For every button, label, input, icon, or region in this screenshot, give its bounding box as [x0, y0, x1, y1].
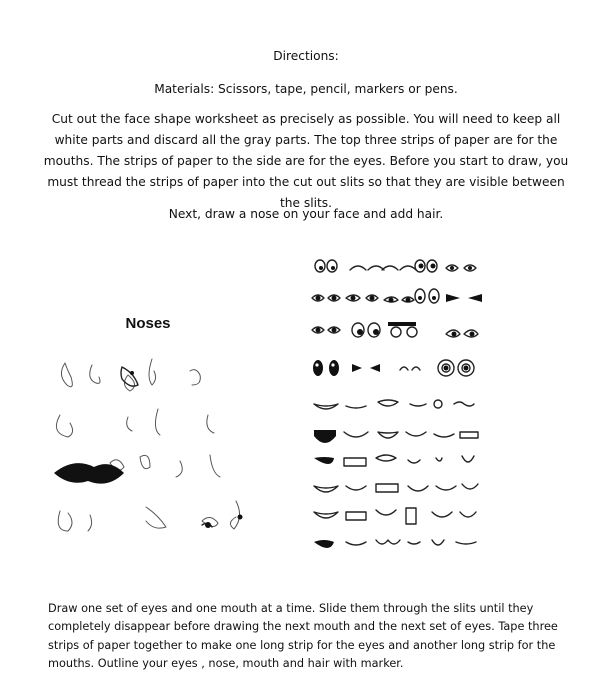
instructions-paragraph: Cut out the face shape worksheet as precisely as possible. You will need to keep all white parts and discard all the gray parts. The top three strips of paper are for the mouths. The strips of paper to the side are for the eyes. Before you start to draw, you must thread the strips of paper into the cut out slits so that they are visible between the slits. — [43, 112, 569, 210]
noses-heading: Noses — [125, 315, 171, 332]
nose-sketches-icon — [40, 345, 270, 545]
nose-hair-instruction: Next, draw a nose on your face and add hair. — [168, 207, 444, 221]
cartoon-mouths-icon — [314, 400, 478, 548]
bottom-instructions: Draw one set of eyes and one mouth at a time. Slide them through the slits until they completely disappear before drawing the next mouth and the next set of eyes. Tape three strips of paper together to make one long strip for the eyes and another long strip for the mouths. Outline your eyes , nose, mouth and hair with marker. — [48, 602, 558, 671]
cartoon-faces-icon — [296, 246, 496, 556]
materials-line: Materials: Scissors, tape, pencil, markers or pens. — [154, 82, 458, 96]
cartoon-eyes-icon — [312, 260, 482, 376]
directions-title: Directions: — [273, 49, 339, 63]
